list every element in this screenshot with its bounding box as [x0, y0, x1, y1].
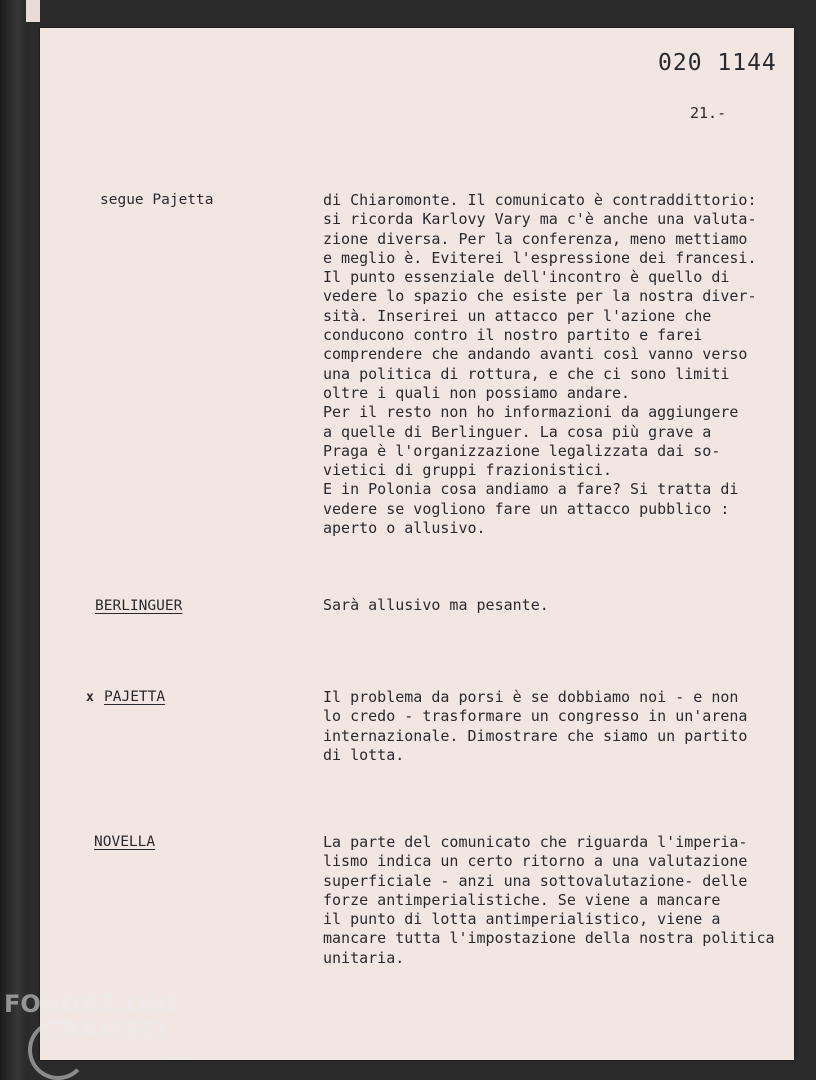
text-line: mancare tutta l'impostazione della nostra politica: [323, 929, 775, 948]
text-line: di Chiaromonte. Il comunicato è contraddittorio:: [323, 191, 757, 209]
text-line: di lotta.: [323, 745, 405, 764]
text-line: Per il resto non ho informazioni da aggiungere: [323, 403, 739, 422]
document-page: [40, 28, 794, 1060]
page-number: 21.-: [690, 104, 727, 122]
speaker-novella: NOVELLA: [94, 834, 156, 850]
text-line: E in Polonia cosa andiamo a fare? Si tratta di: [323, 480, 739, 499]
text-line: lismo indica un certo ritorno a una valutazione: [323, 852, 748, 871]
binder-tab: [26, 0, 40, 22]
text-line: internazionale. Dimostrare che siamo un partito: [323, 726, 748, 745]
speaker-berlinguer: BERLINGUER: [95, 598, 183, 614]
typed-mark: x: [86, 690, 94, 705]
text-line: Il problema da porsi è se dobbiamo noi - e non: [323, 688, 739, 706]
text-line: comprendere che andando avanti così vanno verso: [323, 345, 748, 364]
watermark-g-logo-icon: [28, 1020, 88, 1080]
text-line: lo credo - trasformare un congresso in un'arena: [323, 707, 748, 726]
text-line: unitaria.: [323, 948, 405, 967]
watermark-line1: FONDAZIONE: [4, 990, 183, 1018]
text-line: il punto di lotta antimperialistico, viene a: [323, 910, 721, 929]
speech-pajetta: [323, 688, 793, 765]
text-line: una politica di rottura, e che ci sono limiti: [323, 364, 730, 383]
speech-novella: [323, 833, 793, 968]
text-line: si ricorda Karlovy Vary ma c'è anche una valuta-: [323, 210, 757, 229]
text-line: sità. Inserirei un attacco per l'azione che: [323, 306, 712, 325]
text-line: forze antimperialistiche. Se viene a mancare: [323, 890, 721, 909]
text-line: aperto o allusivo.: [323, 519, 486, 538]
text-line: oltre i quali non possiamo andare.: [323, 383, 631, 402]
text-line: superficiale - anzi una sottovalutazione- delle: [323, 871, 748, 890]
text-line: vedere lo spazio che esiste per la nostra diver-: [323, 287, 757, 306]
speaker-segue-pajetta: segue Pajetta: [100, 192, 214, 208]
archive-number: 020 1144: [658, 50, 777, 76]
text-line: La parte del comunicato che riguarda l'imperia-: [323, 833, 748, 851]
speech-segue-pajetta: [323, 191, 793, 538]
text-line: Praga è l'organizzazione legalizzata dai so-: [323, 441, 721, 460]
speech-berlinguer: [323, 596, 793, 615]
text-line: zione diversa. Per la conferenza, meno mettiamo: [323, 229, 748, 248]
watermark-suffix: onlus: [164, 1052, 189, 1062]
text-line: vedere se vogliono fare un attacco pubblico :: [323, 499, 730, 518]
text-line: Sarà allusivo ma pesante.: [323, 596, 549, 614]
watermark-line2: GRAMSCI: [42, 1016, 167, 1044]
speaker-pajetta: PAJETTA: [104, 689, 166, 705]
binder-spine: [0, 0, 26, 1080]
text-line: vietici di gruppi frazionistici.: [323, 461, 612, 480]
text-line: e meglio è. Eviterei l'espressione dei francesi.: [323, 248, 757, 267]
text-line: conducono contro il nostro partito e farei: [323, 326, 703, 345]
text-line: a quelle di Berlinguer. La cosa più grave a: [323, 422, 712, 441]
fondazione-gramsci-watermark: [4, 990, 189, 1062]
text-line: Il punto essenziale dell'incontro è quello di: [323, 268, 730, 287]
